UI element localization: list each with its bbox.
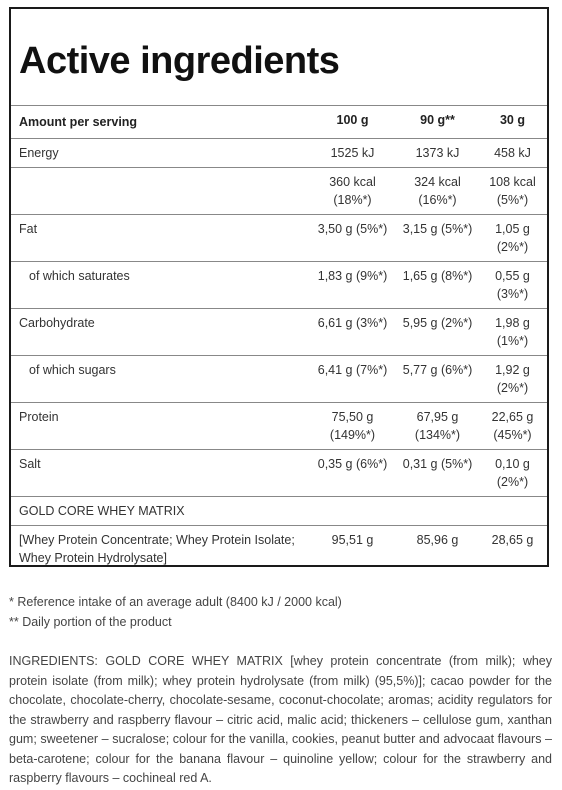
cell-100g: 1,83 g (9%*) (308, 262, 397, 309)
nutrition-table (11, 106, 547, 572)
nutrition-panel (9, 7, 549, 567)
table-row (11, 309, 547, 356)
cell-100g: 3,50 g (5%*) (308, 215, 397, 262)
cell-30g: 108 kcal (5%*) (478, 168, 547, 215)
row-label: of which sugars (11, 356, 308, 403)
footnotes (9, 592, 554, 632)
panel-title: Active ingredients (11, 9, 547, 106)
cell-100g: 6,61 g (3%*) (308, 309, 397, 356)
row-label: Fat (11, 215, 308, 262)
table-row (11, 168, 547, 215)
cell-100g: 1525 kJ (308, 139, 397, 168)
table-header-row (11, 106, 547, 139)
cell-30g: 28,65 g (491, 533, 534, 547)
cell-90g: 324 kcal (16%*) (397, 168, 478, 215)
footnote-daily-portion: ** Daily portion of the product (9, 615, 172, 629)
cell-30g: 22,65 g (45%*) (478, 403, 547, 450)
cell-90g: 0,31 g (5%*) (397, 450, 478, 497)
row-label (11, 168, 308, 215)
header-amount-per-serving: Amount per serving (11, 106, 308, 139)
cell-30g: 458 kJ (478, 139, 547, 168)
row-label: Energy (11, 139, 308, 168)
cell-90g: 3,15 g (5%*) (397, 215, 478, 262)
matrix-label: GOLD CORE WHEY MATRIX (11, 497, 547, 526)
table-row (11, 262, 547, 309)
row-label: Salt (11, 450, 308, 497)
table-row (11, 450, 547, 497)
cell-30g: 0,10 g (2%*) (478, 450, 547, 497)
row-label: Carbohydrate (11, 309, 308, 356)
cell-100g: 75,50 g (149%*) (308, 403, 397, 450)
cell-90g: 5,77 g (6%*) (397, 356, 478, 403)
footnote-reference-intake: * Reference intake of an average adult (8400 kJ / 2000 kcal) (9, 595, 342, 609)
cell-30g: 1,98 g (1%*) (478, 309, 547, 356)
cell-100g: 360 kcal (18%*) (308, 168, 397, 215)
matrix-label-row (11, 497, 547, 526)
cell-30g: 1,05 g (2%*) (478, 215, 547, 262)
cell-90g: 5,95 g (2%*) (397, 309, 478, 356)
cell-30g: 1,92 g (2%*) (478, 356, 547, 403)
header-100g: 100 g (308, 106, 397, 139)
row-label: Protein (11, 403, 308, 450)
cell-90g: 1373 kJ (397, 139, 478, 168)
cell-100g: 95,51 g (331, 533, 374, 547)
cell-30g: 0,55 g (3%*) (478, 262, 547, 309)
table-row (11, 403, 547, 450)
table-row (11, 139, 547, 168)
header-90g: 90 g** (397, 106, 478, 139)
matrix-components: [Whey Protein Concentrate; Whey Protein Isolate; Whey Protein Hydrolysate] (19, 533, 295, 565)
cell-90g: 1,65 g (8%*) (397, 262, 478, 309)
table-row (11, 356, 547, 403)
ingredients-text: INGREDIENTS: GOLD CORE WHEY MATRIX [whey protein concentrate (from milk); whey protein isolate (from milk); whey protein hydrolysate (from milk) (95,5%)]; cacao powder for the chocolate, chocolate-cherry, chocolate-sesame, coconut-chocolate; aromas; acidity regulators for the strawberry and raspberry flavour – citric acid, malic acid; thickeners – cellulose gum, xanthan gum; sweetener – sucralose; colour for the vanilla, cookies, peanut butter and advocaat flavours – beta-carotene; colour for the banana flavour – quinoline yellow; colour for the strawberry and raspberry flavours – cochineal red A. (9, 654, 552, 785)
matrix-row (11, 526, 547, 573)
cell-90g: 85,96 g (416, 533, 459, 547)
cell-100g: 0,35 g (6%*) (308, 450, 397, 497)
cell-90g: 67,95 g (134%*) (397, 403, 478, 450)
row-label: of which saturates (11, 262, 308, 309)
cell-100g: 6,41 g (7%*) (308, 356, 397, 403)
header-30g: 30 g (478, 106, 547, 139)
table-row (11, 215, 547, 262)
